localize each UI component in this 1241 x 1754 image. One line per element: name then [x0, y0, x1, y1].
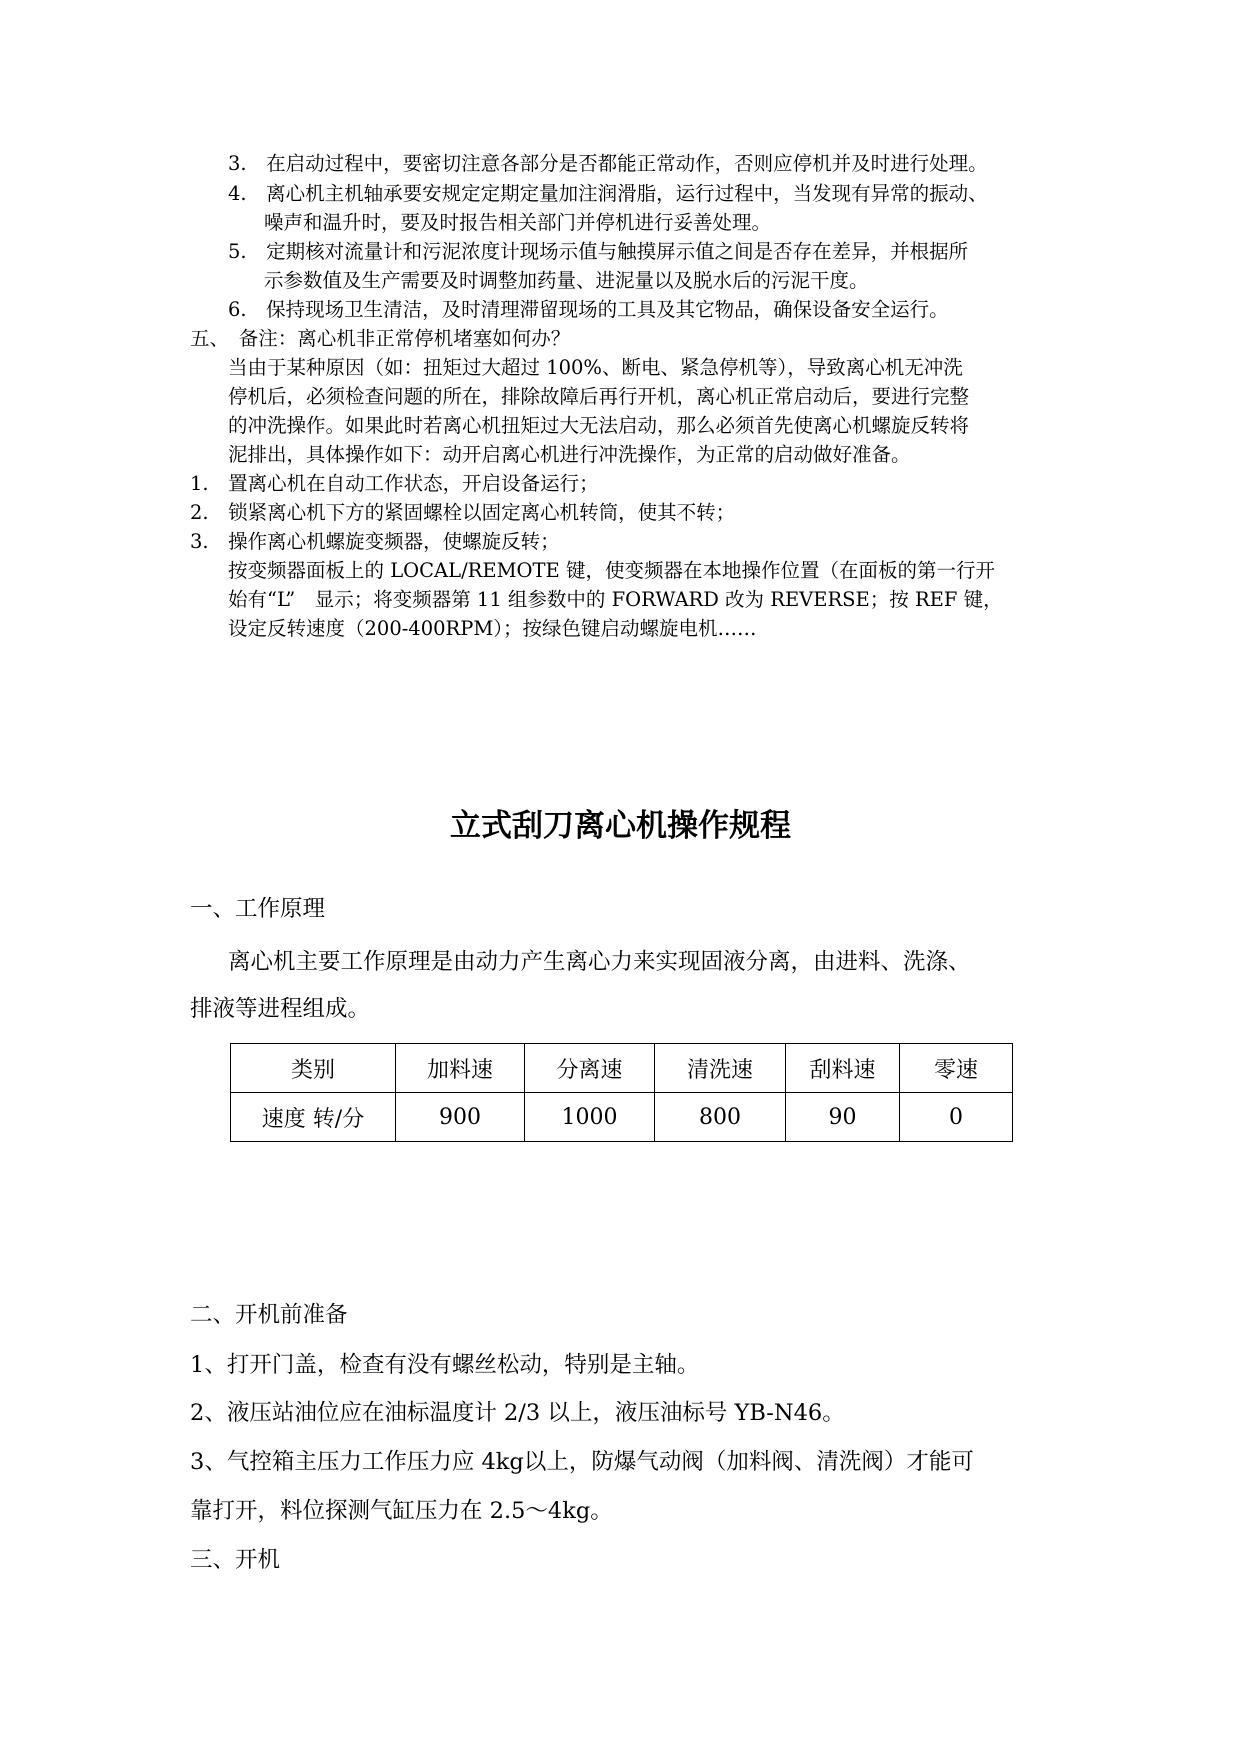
table-header-cell: 类别	[231, 1044, 396, 1093]
list-item: 2、液压站油位应在油标温度计 2/3 以上，液压油标号 YB-N46。	[190, 1400, 845, 1426]
note-line: 始有“L” 显示；将变频器第 11 组参数中的 FORWARD 改为 REVERSE；按 REF 键，	[228, 588, 1003, 611]
list-item: 3、气控箱主压力工作压力应 4kg以上，防爆气动阀（加料阀、清洗阀）才能可	[190, 1449, 974, 1475]
table-header-cell: 分离速	[525, 1044, 655, 1093]
table-cell: 1000	[525, 1093, 655, 1142]
document-title: 立式刮刀离心机操作规程	[450, 808, 791, 844]
table-header-cell: 零速	[900, 1044, 1013, 1093]
table-cell: 0	[900, 1093, 1013, 1142]
paragraph-line: 的冲洗操作。如果此时若离心机扭矩过大无法启动，那么必须首先使离心机螺旋反转将	[228, 414, 970, 437]
table-header-cell: 清洗速	[655, 1044, 786, 1093]
table-header-cell: 加料速	[396, 1044, 525, 1093]
list-item-5-cont: 示参数值及生产需要及时调整加药量、进泥量以及脱水后的污泥干度。	[264, 269, 869, 292]
table-cell: 900	[396, 1093, 525, 1142]
note-line: 按变频器面板上的 LOCAL/REMOTE 键，使变频器在本地操作位置（在面板的第一行开	[228, 559, 995, 582]
paragraph-line: 停机后，必须检查问题的所在，排除故障后再行开机，离心机正常启动后，要进行完整	[228, 385, 970, 408]
list-item-cont: 靠打开，料位探测气缸压力在 2.5～4kg。	[190, 1498, 613, 1524]
list-item-3: 3. 在启动过程中，要密切注意各部分是否都能正常动作，否则应停机并及时进行处理。	[228, 152, 988, 175]
paragraph-line: 当由于某种原因（如：扭矩过大超过 100%、断电、紧急停机等），导致离心机无冲洗	[228, 356, 963, 379]
note-line: 设定反转速度（200-400RPM）；按绿色键启动螺旋电机……	[228, 617, 757, 640]
paragraph-line: 泥排出，具体操作如下：动开启离心机进行冲洗操作，为正常的启动做好准备。	[228, 443, 911, 466]
table-cell: 速度 转/分	[231, 1093, 396, 1142]
table-cell: 800	[655, 1093, 786, 1142]
step-1: 1. 置离心机在自动工作状态，开启设备运行；	[190, 472, 599, 495]
speed-table	[230, 1043, 1013, 1142]
list-item-6: 6. 保持现场卫生清洁，及时清理滞留现场的工具及其它物品，确保设备安全运行。	[228, 298, 949, 321]
step-3: 3. 操作离心机螺旋变频器，使螺旋反转；	[190, 530, 560, 553]
step-2: 2. 锁紧离心机下方的紧固螺栓以固定离心机转筒，使其不转；	[190, 501, 736, 524]
list-item: 1、打开门盖，检查有没有螺丝松动，特别是主轴。	[190, 1352, 700, 1378]
section-heading-5: 五、 备注：离心机非正常停机堵塞如何办？	[190, 327, 571, 350]
table-header-cell: 刮料速	[786, 1044, 900, 1093]
table-header-row	[231, 1044, 1013, 1093]
paragraph-line: 排液等进程组成。	[190, 996, 371, 1022]
table-row	[231, 1093, 1013, 1142]
list-item-4: 4. 离心机主机轴承要安规定定期定量加注润滑脂，运行过程中，当发现有异常的振动、	[228, 182, 988, 205]
table-cell: 90	[786, 1093, 900, 1142]
paragraph-line: 离心机主要工作原理是由动力产生离心力来实现固液分离，由进料、洗涤、	[228, 949, 971, 975]
section-heading-3: 三、开机	[190, 1547, 281, 1573]
list-item-4-cont: 噪声和温升时，要及时报告相关部门并停机进行妥善处理。	[264, 211, 772, 234]
list-item-5: 5. 定期核对流量计和污泥浓度计现场示值与触摸屏示值之间是否存在差异，并根据所	[228, 240, 969, 263]
section-heading-1: 一、工作原理	[190, 896, 326, 922]
section-heading-2: 二、开机前准备	[190, 1302, 348, 1328]
